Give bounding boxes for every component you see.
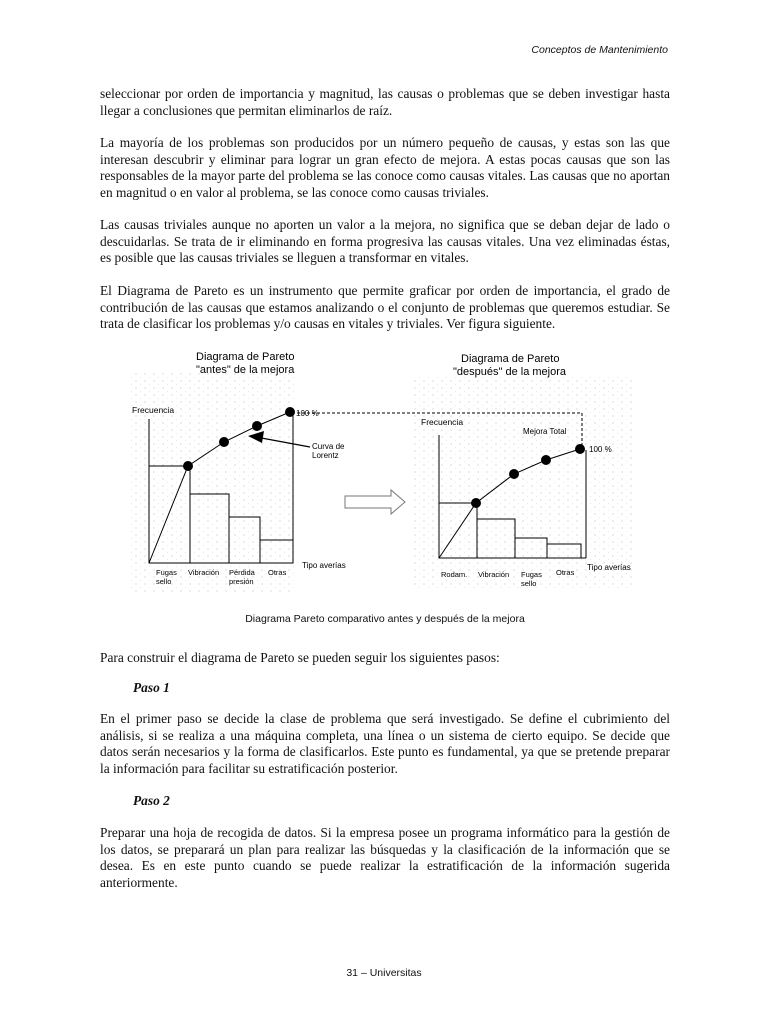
step-1-title: Paso 1 — [133, 680, 170, 695]
point-before-4 — [285, 407, 295, 417]
cat-after-4-line1: Otras — [556, 568, 575, 577]
paragraph-2: La mayoría de los problemas son producidos por un número pequeño de causas, y estas son las que interesan descubrir y eliminar para lograr un gran efecto de mejora. A estas pocas causas que son las responsables de la mayor parte del problema se las conoce como causas vitales. Las causas que no aportan en magnitud o en valor al problema, se las conoce como causas triviales. — [100, 135, 670, 200]
chart-before-ylabel: Frecuencia — [132, 405, 175, 415]
cat-before-3-line2: presión — [229, 577, 254, 586]
point-after-3 — [541, 455, 551, 465]
point-after-1 — [471, 498, 481, 508]
chart-before-xlabel: Tipo averías — [302, 561, 346, 570]
point-before-3 — [252, 421, 262, 431]
page-footer: 31 – Universitas — [346, 967, 422, 979]
chart-before-100-label: 100 % — [296, 409, 319, 418]
cat-before-1-line2: sello — [156, 577, 172, 586]
running-header: Conceptos de Mantenimiento — [531, 44, 668, 56]
before-after-arrow-icon — [345, 490, 405, 514]
chart-before-title-2: "antes" de la mejora — [196, 364, 295, 376]
curve-label-2: Lorentz — [312, 451, 339, 460]
improvement-label: Mejora Total — [523, 427, 567, 436]
cat-before-4-line1: Otras — [268, 568, 287, 577]
curve-label-1: Curva de — [312, 442, 345, 451]
paragraph-4: El Diagrama de Pareto es un instrumento que permite graficar por orden de importancia, el grado de contribución de las causas que estamos analizando o el conjunto de problemas que queremos estudiar. Se trata de clasificar los problemas y/o causas en vitales y triviales. Ver figura siguiente. — [100, 283, 670, 332]
cat-after-3-line1: Fugas — [521, 570, 542, 579]
step-1-text: En el primer paso se decide la clase de problema que será investigado. Se define el cubrimiento del análisis, si se realiza a una máquina completa, una línea o un sistema de cierto equipo. Se decide que datos serán necesarios y la forma de clasificarlos. Este punto es fundamental, ya que se pretende preparar la información para facilitar su estratificación posterior. — [100, 711, 670, 776]
paragraph-1: seleccionar por orden de importancia y magnitud, las causas o problemas que se deben investigar hasta llegar a conclusiones que permitan eliminarlos de raíz. — [100, 86, 670, 118]
pareto-figure — [126, 345, 646, 600]
chart-after-100-label: 100 % — [589, 445, 612, 454]
chart-after-ylabel: Frecuencia — [421, 417, 464, 427]
cat-before-1-line1: Fugas — [156, 568, 177, 577]
point-after-2 — [509, 469, 519, 479]
chart-after-xlabel: Tipo averías — [587, 563, 631, 572]
step-2-text: Preparar una hoja de recogida de datos. Si la empresa posee un programa informático para la gestión de los datos, se preparará un plan para realizar las búsquedas y la clasificación de la información que se desea. Es en este punto cuando se puede realizar la estratificación de la información sugerida anteriormente. — [100, 825, 670, 890]
cat-after-1-line1: Rodam. — [441, 570, 468, 579]
cat-after-3-line2: sello — [521, 579, 537, 588]
figure-caption: Diagrama Pareto comparativo antes y después de la mejora — [245, 613, 525, 625]
point-after-4 — [575, 444, 585, 454]
point-before-1 — [183, 461, 193, 471]
paragraph-3: Las causas triviales aunque no aporten un valor a la mejora, no significa que se deban dejar de lado o descuidarlas. Se trata de ir eliminando en forma progresiva las causas vitales. Una vez eliminadas éstas, es posible que las causas triviales se lleguen a transformar en vitales. — [100, 217, 670, 266]
chart-after-title-1: Diagrama de Pareto — [461, 353, 560, 365]
point-before-2 — [219, 437, 229, 447]
cat-before-2-line1: Vibración — [188, 568, 220, 577]
chart-after-title-2: "después" de la mejora — [453, 366, 566, 378]
cat-after-2-line1: Vibración — [478, 570, 510, 579]
chart-before-title-1: Diagrama de Pareto — [196, 351, 295, 363]
pareto-diagram-svg — [126, 345, 646, 600]
cat-before-3-line1: Pérdida — [229, 568, 255, 577]
step-2-title: Paso 2 — [133, 793, 170, 808]
steps-intro: Para construir el diagrama de Pareto se pueden seguir los siguientes pasos: — [100, 650, 500, 665]
